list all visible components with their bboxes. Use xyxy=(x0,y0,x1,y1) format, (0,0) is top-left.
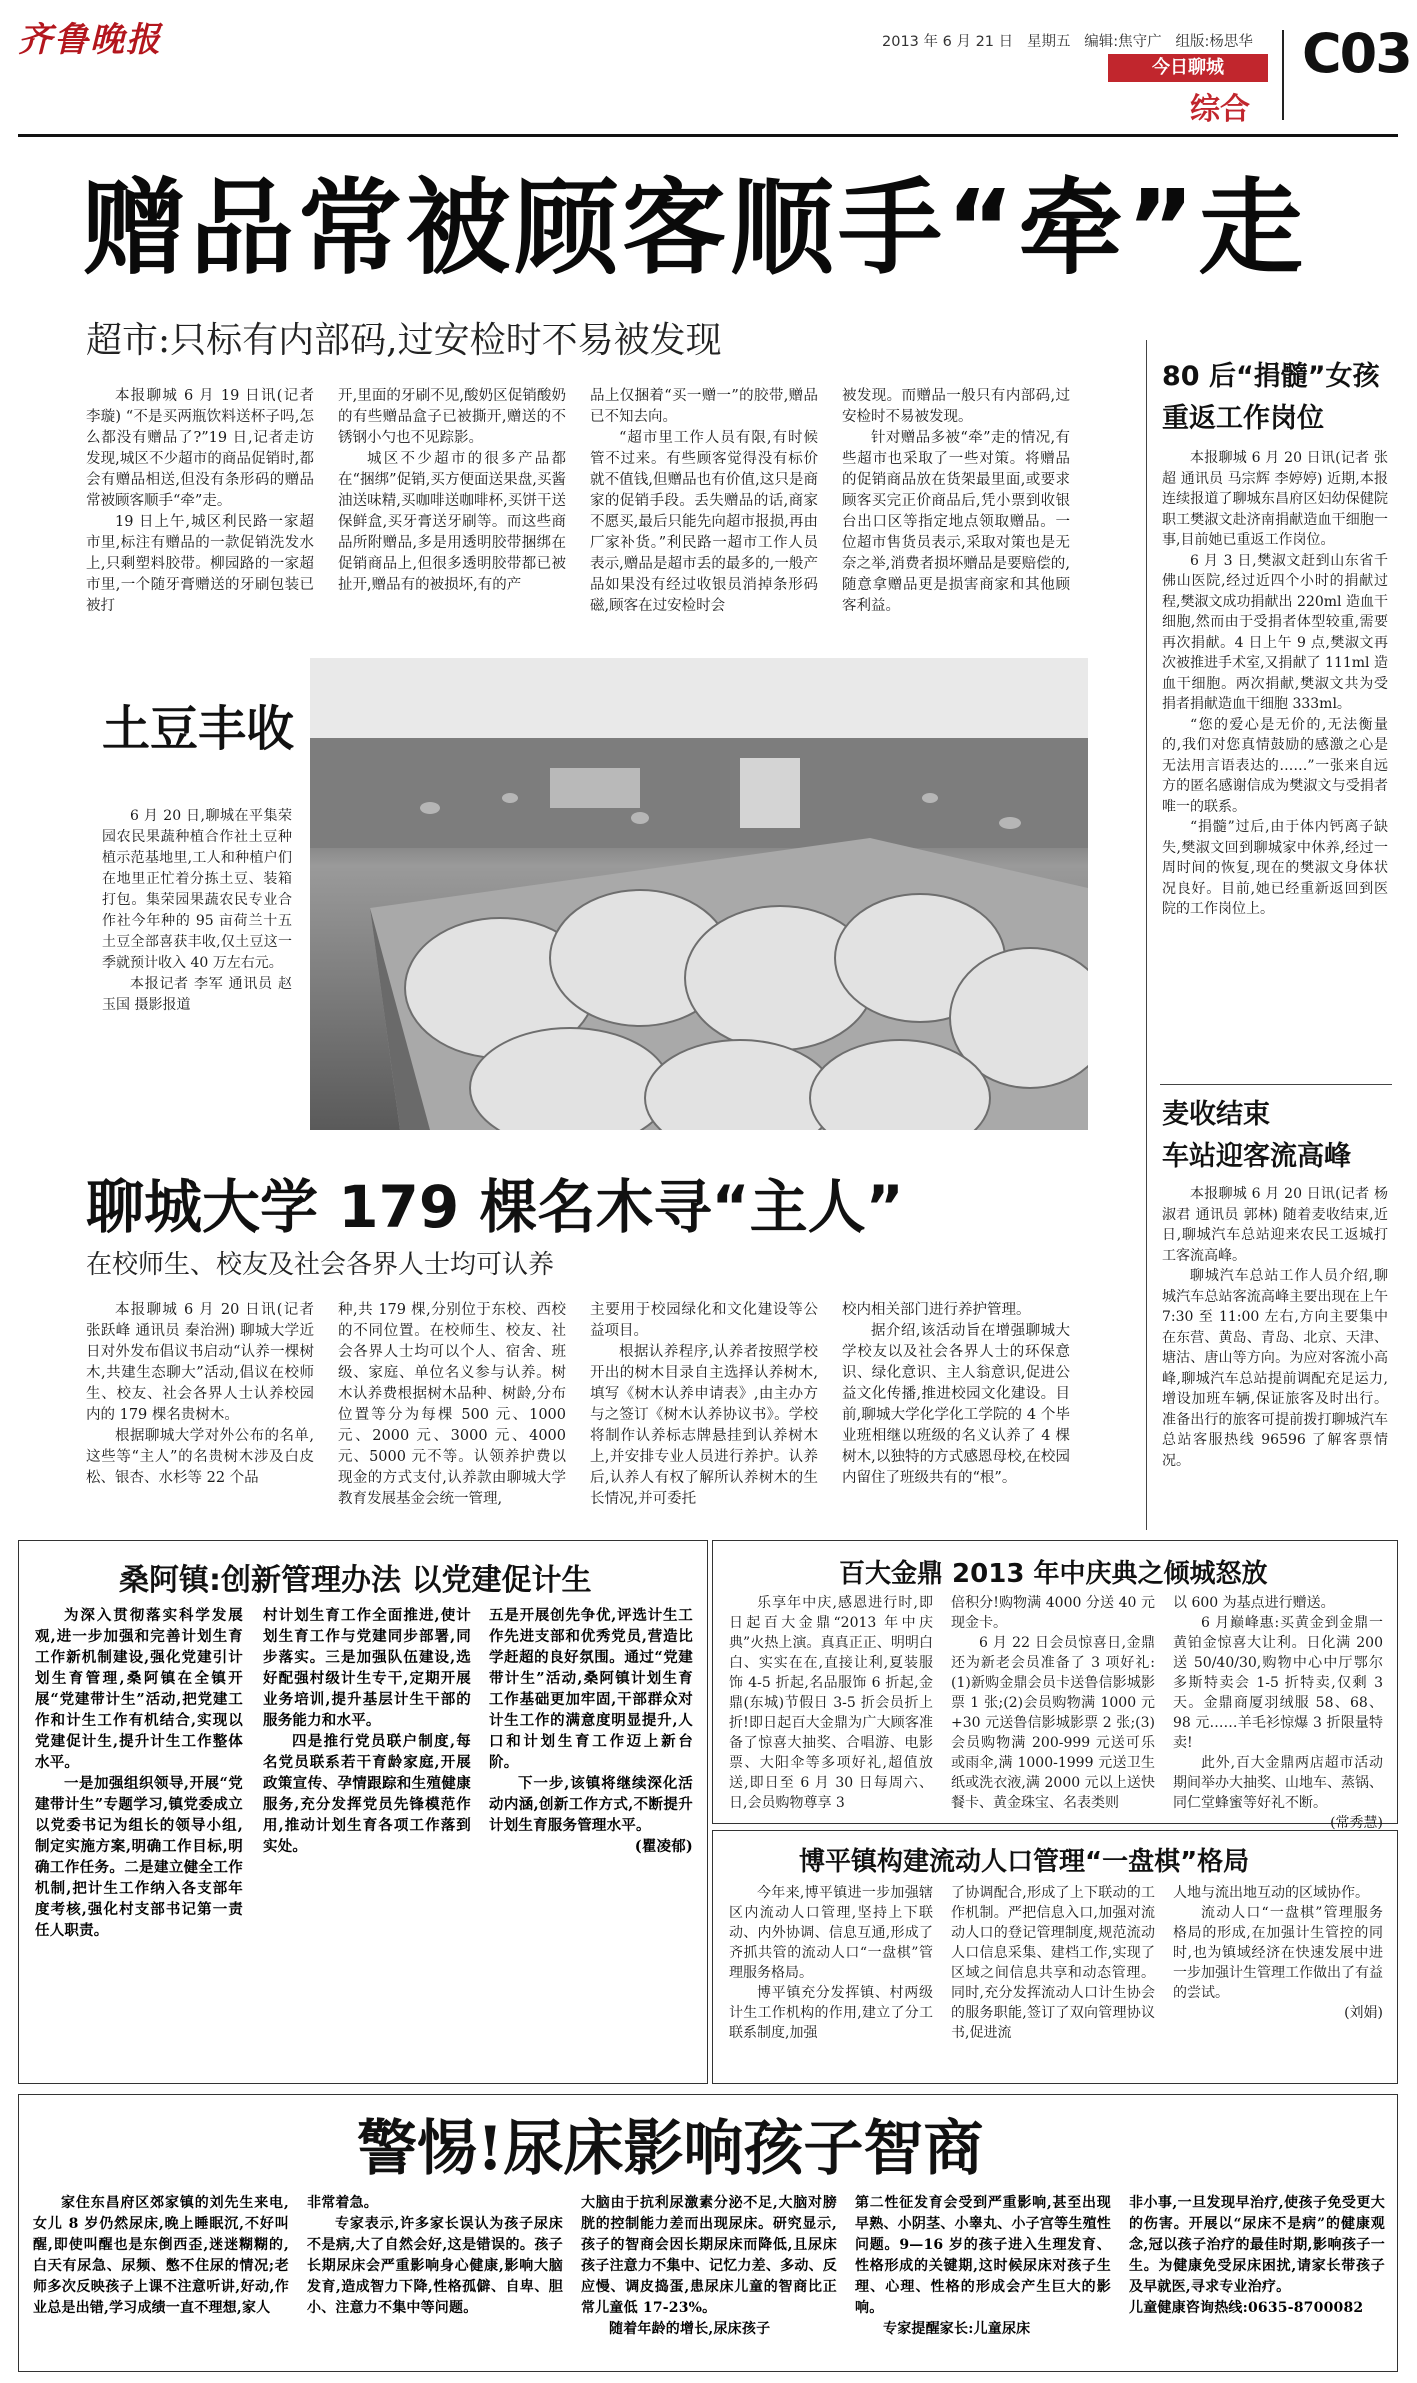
designer-name: 杨思华 xyxy=(1209,34,1253,50)
second-column-4 xyxy=(842,1300,1070,1489)
lead-column-3 xyxy=(590,386,818,617)
bottom-para: 大脑由于抗利尿激素分泌不足,大脑对膀胱的控制能力差而出现尿床。研究显示,孩子的智商会因长期尿床而降低,且尿床孩子注意力不集中、记忆力差、多动、反应慢、调皮捣蛋,患尿床儿童的智商比正常儿童低 17-23%。 xyxy=(581,2195,837,2316)
right-box2-para: 了协调配合,形成了上下联动的工作机制。严把信息入口,加强对流动人口的登记管理制度,规范流动人口信息采集、建档工作,实现了区域之间信息共享和动态管理。同时,充分发挥流动人口计生协会的服务职能,签订了双向管理协议书,促进流 xyxy=(951,1885,1155,2041)
photo-caption xyxy=(102,806,292,1016)
side2-title-line1: 麦收结束 xyxy=(1162,1099,1270,1130)
potato-photo xyxy=(310,658,1088,1130)
second-subheadline: 在校师生、校友及社会各界人士均可认养 xyxy=(86,1250,555,1280)
right-box2-title: 博平镇构建流动人口管理“一盘棋”格局 xyxy=(799,1847,1250,1877)
lead-subheadline: 超市:只标有内部码,过安检时不易被发现 xyxy=(86,320,722,361)
editor-name: 焦守广 xyxy=(1118,34,1162,50)
second-para: 本报聊城 6 月 20 日讯(记者 张跃峰 通讯员 秦治洲) 聊城大学近日对外发布倡议书启动“认养一棵树木,共建生态聊大”活动,倡议在校师生、校友、社会各界人士认养校园内的 179 棵名贵树木。 xyxy=(86,1302,314,1423)
left-box-author: (瞿凌郁) xyxy=(634,1838,693,1855)
left-box-title: 桑阿镇:创新管理办法 以党建促计生 xyxy=(119,1563,592,1598)
second-para: 根据认养程序,认养者按照学校开出的树木目录自主选择认养树木,填写《树木认养申请表》,由主办方与之签订《树木认养协议书》。学校将制作认养标志牌悬挂到认养树木上,并安排专业人员进行养护。认养后,认养人有权了解所认养树木的生长情况,并可委托 xyxy=(590,1344,818,1507)
weekday: 星期五 xyxy=(1026,34,1071,50)
right-box2-column-1 xyxy=(729,1883,933,2043)
right-box2-para: 博平镇充分发挥镇、村两级计生工作机构的作用,建立了分工联系制度,加强 xyxy=(729,1985,933,2041)
bottom-ad-title: 警惕!尿床影响孩子智商 xyxy=(357,2114,984,2184)
lead-para: 本报聊城 6 月 19 日讯(记者 李璇) “不是买两瓶饮料送杯子吗,怎么都没有赠品了?”19 日,记者走访发现,城区不少超市的商品促销时,都会有赠品相送,但没有条形码的赠品常被顾客顺手“牵”走。 xyxy=(86,388,314,509)
left-box-para: 下一步,该镇将继续深化活动内涵,创新工作方式,不断提升计划生育服务管理水平。 xyxy=(489,1775,693,1834)
side2-body xyxy=(1162,1184,1388,1471)
right-box1-para: 倍积分!购物满 4000 分送 40 元现金卡。 xyxy=(951,1595,1155,1631)
right-box2-para: 人地与流出地互动的区域协作。 xyxy=(1173,1885,1369,1901)
second-para: 校内相关部门进行养护管理。 xyxy=(842,1302,1031,1318)
masthead-rule xyxy=(18,134,1398,137)
lead-para: 品上仅捆着“买一赠一”的胶带,赠品已不知去向。 xyxy=(590,388,818,425)
bottom-para: 专家提醒家长:儿童尿床 xyxy=(883,2321,1031,2337)
lead-para: 城区不少超市的很多产品都在“捆绑”促销,买方便面送果盘,买酱油送味精,买咖啡送咖啡杯,买饼干送保鲜盒,买牙膏送牙刷等。而这些商品所附赠品,多是用透明胶带捆绑在促销商品上,但很多透明胶带都已被扯开,赠品有的被损坏,有的产 xyxy=(338,451,566,593)
photo-title: 土豆丰收 xyxy=(96,690,300,759)
second-para: 根据聊城大学对外公布的名单,这些等“主人”的名贵树木涉及白皮松、银杏、水杉等 22 个品 xyxy=(86,1428,314,1486)
left-box-para: 为深入贯彻落实科学发展观,进一步加强和完善计划生育工作新机制建设,强化党建引计划生育管理,桑阿镇在全镇开展“党建带计生”活动,把党建工作和计生工作有机结合,实现以党建促计生,提升计生工作整体水平。 xyxy=(35,1607,243,1771)
second-headline: 聊城大学 179 棵名木寻“主人” xyxy=(86,1173,904,1241)
side2-para: 聊城汽车总站工作人员介绍,聊城汽车总站客流高峰主要出现在上午 7:30 至 11:00 左右,方向主要集中在东营、黄岛、青岛、北京、天津、塘沽、唐山等方向。为应对客流小高峰,聊城汽车总站提前调配充足运力,增设加班车辆,保证旅客及时出行。准备出行的旅客可提前拨打聊城汽车总站客服热线 96596 了解客票情况。 xyxy=(1162,1268,1388,1469)
right-box2-column-3 xyxy=(1173,1883,1383,2023)
masthead-divider xyxy=(1282,30,1284,120)
bottom-column-5 xyxy=(1129,2193,1385,2319)
lead-para: 19 日上午,城区利民路一家超市里,标注有赠品的一款促销洗发水上,只剩塑料胶带。柳园路的一家超市里,一个随牙膏赠送的牙刷包装已被打 xyxy=(86,514,314,614)
side1-body xyxy=(1162,448,1388,920)
lead-headline: 赠品常被顾客顺手“牵”走 xyxy=(82,167,1307,289)
left-box-column-1 xyxy=(35,1605,243,1941)
right-box1-para: 6 月 22 日会员惊喜日,金鼎还为新老会员准备了 3 项好礼:(1)新购金鼎会员卡送鲁信影城影票 1 张;(2)会员购物满 1000 元+30 元送鲁信影城影票 2 张;(3)会员购物满 200-999 元送可乐或雨伞,满 1000-1999 元送卫生纸或洗衣液,满 2000 元以上送快餐卡、黄金珠宝、名表类则 xyxy=(951,1635,1155,1811)
designer-label: 组版 xyxy=(1175,34,1205,50)
bottom-column-3 xyxy=(581,2193,837,2340)
editor-label: 编辑 xyxy=(1084,34,1114,50)
bottom-para: 随着年龄的增长,尿床孩子 xyxy=(609,2321,771,2337)
right-box1-column-2 xyxy=(951,1593,1155,1813)
right-box1-para: 此外,百大金鼎两店超市活动期间举办大抽奖、山地车、蒸锅、同仁堂蜂蜜等好礼不断。 xyxy=(1173,1755,1383,1811)
lead-para: 被发现。而赠品一般只有内部码,过安检时不易被发现。 xyxy=(842,388,1070,425)
right-ad-box-bottom xyxy=(712,1830,1398,2084)
bottom-column-1 xyxy=(33,2193,289,2319)
left-box-para: 村计划生育工作全面推进,使计划生育工作与党建同步部署,同步落实。三是加强队伍建设,选好配强村级计生专干,定期开展业务培训,提升基层计生干部的服务能力和水平。 xyxy=(263,1607,471,1729)
potato-photo-art xyxy=(310,658,1088,1130)
bottom-para: 家住东昌府区郊家镇的刘先生来电,女儿 8 岁仍然尿床,晚上睡眠沉,不好叫醒,即使叫醒也是东倒西歪,迷迷糊糊的,白天有尿急、尿频、憋不住尿的情况;老师多次反映孩子上课不注意听讲,好动,作业总是出错,学习成绩一直不理想,家人 xyxy=(33,2195,289,2316)
bottom-column-4 xyxy=(855,2193,1111,2340)
right-ad-box-top xyxy=(712,1540,1398,1831)
second-para: 种,共 179 棵,分别位于东校、西校的不同位置。在校师生、校友、社会各界人士均可以个人、宿舍、班级、家庭、单位名义参与认养。树木认养费根据树木品种、树龄,分布位置等分为每棵 500 元、1000 元、2000 元、3000 元、4000 元、5000 元不等。认领养护费以现金的方式支付,认养款由聊城大学教育发展基金会统一管理, xyxy=(338,1302,566,1507)
second-column-2 xyxy=(338,1300,566,1510)
section-tag: 今日聊城 xyxy=(1108,54,1268,82)
sidebar-rule xyxy=(1160,1084,1392,1085)
second-column-1 xyxy=(86,1300,314,1489)
bottom-ad-box xyxy=(18,2094,1398,2372)
left-box-column-2 xyxy=(263,1605,471,1857)
lead-column-1 xyxy=(86,386,314,617)
page-number: C03 xyxy=(1302,22,1411,85)
bottom-para: 第二性征发育会受到严重影响,甚至出现早熟、小阴茎、小睾丸、小子宫等生殖性问题。9—16 岁的孩子进入生理发育、性格形成的关键期,这时候尿床对孩子生理、心理、性格的形成会产生巨大的影响。 xyxy=(855,2195,1111,2316)
side1-para: “您的爱心是无价的,无法衡量的,我们对您真情鼓励的感激之心是无法用言语表达的……”一张来自远方的匿名感谢信成为樊淑文与受捐者唯一的联系。 xyxy=(1162,716,1388,815)
left-box-para: 五是开展创先争优,评选计生工作先进支部和优秀党员,营造比学赶超的良好氛围。通过“党建带计生”活动,桑阿镇计划生育工作基础更加牢固,干部群众对计生工作的满意度明显提升,人口和计划生育工作迈上新台阶。 xyxy=(489,1607,693,1771)
left-box-column-3 xyxy=(489,1605,693,1857)
right-box1-para: 乐享年中庆,感恩进行时,即日起百大金鼎“2013 年中庆典”火热上演。真真正正、明明白白、实实在在,直接让利,夏装服饰 4-5 折起,名品服饰 6 折起,金鼎(东城)节假日 3-5 折会员折上折!即日起百大金鼎为广大顾客准备了惊喜大抽奖、合唱游、电影票、大阳伞等多项好礼,超值放送,即日至 6 月 30 日每周六、日,会员购物尊享 3 xyxy=(729,1595,933,1811)
lead-para: “超市里工作人员有限,有时候管不过来。有些顾客觉得没有标价就不值钱,但赠品也有价值,这只是商家的促销手段。丢失赠品的话,商家不愿买,最后只能先向超市报损,再由厂家补货。”利民路一超市工作人员表示,赠品是超市丢的最多的,一般产品如果没有经过收银员消掉条形码磁,顾客在过安检时会 xyxy=(590,430,818,614)
lead-column-2 xyxy=(338,386,566,596)
bottom-hotline: 儿童健康咨询热线:0635-8700082 xyxy=(1129,2300,1364,2316)
second-para: 据介绍,该活动旨在增强聊城大学校友以及社会各界人士的环保意识、绿化意识、主人翁意识,促进公益文化传播,推进校园文化建设。目前,聊城大学化学化工学院的 4 个毕业班相继以班级的名义认养了 4 棵树木,以独特的方式感恩母校,在校园内留住了班级共有的“根”。 xyxy=(842,1323,1070,1486)
bottom-para: 非小事,一旦发现早治疗,使孩子免受更大的伤害。开展以“尿床不是病”的健康观念,冠以孩子治疗的最佳时期,影响孩子一生。为健康免受尿床困扰,请家长带孩子及早就医,寻求专业治疗。 xyxy=(1129,2195,1385,2295)
left-box-para: 一是加强组织领导,开展“党建带计生”专题学习,镇党委成立以党委书记为组长的领导小组,制定实施方案,明确工作目标,明确工作任务。二是建立健全工作机制,把计生工作纳入各支部年度考核,强化村支部书记第一责任人职责。 xyxy=(35,1775,243,1939)
bottom-column-2 xyxy=(307,2193,563,2319)
bottom-para: 非常着急。 xyxy=(307,2195,378,2211)
side1-title-line2: 重返工作岗位 xyxy=(1162,403,1324,434)
right-box1-column-3 xyxy=(1173,1593,1383,1833)
issue-date: 2013 年 6 月 21 日 xyxy=(882,34,1014,50)
second-para: 主要用于校园绿化和文化建设等公益项目。 xyxy=(590,1302,818,1339)
side1-para: “捐髓”过后,由于体内钙离子缺失,樊淑文回到聊城家中休养,经过一周时间的恢复,现在的樊淑文身体状况良好。目前,她已经重新返回到医院的工作岗位上。 xyxy=(1162,819,1388,917)
side1-title-line1: 80 后“捐髓”女孩 xyxy=(1162,361,1380,392)
left-ad-box xyxy=(18,1540,708,2084)
right-box1-title: 百大金鼎 2013 年中庆典之倾城怒放 xyxy=(839,1559,1268,1589)
side1-para: 6 月 3 日,樊淑文赶到山东省千佛山医院,经过近四个小时的捐献过程,樊淑文成功捐献出 220ml 造血干细胞,然而由于受捐者体型较重,需要再次捐献。4 日上午 9 点,樊淑文再次被推进手术室,又捐献了 111ml 造血干细胞。两次捐献,樊淑文共为受捐者捐献造血干细胞 333ml。 xyxy=(1162,552,1388,712)
caption-text: 6 月 20 日,聊城在平集荣园农民果蔬种植合作社土豆种植示范基地里,工人和种植户们在地里正忙着分拣土豆、装箱打包。集荣园果蔬农民专业合作社今年种的 95 亩荷兰十五土豆全部喜获丰收,仅土豆这一季就预计收入 40 万左右元。 xyxy=(102,808,292,971)
right-box2-para: 今年来,博平镇进一步加强辖区内流动人口管理,坚持上下联动、内外协调、信息互通,形成了齐抓共管的流动人口“一盘棋”管理服务格局。 xyxy=(729,1885,933,1981)
right-box1-author: (常秀慧) xyxy=(1330,1815,1383,1831)
masthead-logo: 齐鲁晚报 xyxy=(18,20,162,60)
lead-para: 针对赠品多被“牵”走的情况,有些超市也采取了一些对策。将赠品的促销商品放在货架最里面,或要求顾客买完正价商品后,凭小票到收银台出口区等指定地点领取赠品。一位超市售货员表示,采取对策也是无奈之举,消费者损坏赠品是要赔偿的,随意拿赠品更是损害商家和其他顾客利益。 xyxy=(842,430,1070,614)
left-box-para: 四是推行党员联户制度,每名党员联系若干育龄家庭,开展政策宣传、孕情跟踪和生殖健康服务,充分发挥党员先锋模范作用,推动计划生育各项工作落到实处。 xyxy=(263,1733,471,1855)
side2-para: 本报聊城 6 月 20 日讯(记者 杨淑君 通讯员 郭林) 随着麦收结束,近日,聊城汽车总站迎来农民工返城打工客流高峰。 xyxy=(1162,1186,1388,1264)
subsection-label: 综合 xyxy=(1190,92,1250,127)
right-box2-author: (刘娟) xyxy=(1344,2005,1383,2021)
right-box2-para: 流动人口“一盘棋”管理服务格局的形成,在加强计生管控的同时,也为镇域经济在快速发展中进一步加强计生管理工作做出了有益的尝试。 xyxy=(1173,1905,1383,2001)
side1-para: 本报聊城 6 月 20 日讯(记者 张超 通讯员 马宗辉 李婷婷) 近期,本报连续报道了聊城东昌府区妇幼保健院职工樊淑文赴济南捐献造血干细胞一事,目前她已重返工作岗位。 xyxy=(1162,450,1388,548)
sidebar-divider xyxy=(1146,340,1147,1530)
masthead-info: 2013 年 6 月 21 日 星期五 编辑:焦守广 组版:杨思华 xyxy=(882,34,1253,50)
caption-credit: 本报记者 李军 通讯员 赵玉国 摄影报道 xyxy=(102,976,292,1013)
right-box1-para: 6 月巅峰惠:买黄金到金鼎一黄铂金惊喜大让利。日化满 200 送 50/40/30,购物中心中厅鄂尔多斯特卖会 1-5 折特卖,仅剩 3 天。金鼎商厦羽绒服 58、68、98 元……羊毛衫惊爆 3 折限量特卖! xyxy=(1173,1615,1383,1751)
right-box2-column-2 xyxy=(951,1883,1155,2043)
right-box1-column-1 xyxy=(729,1593,933,1813)
lead-column-4 xyxy=(842,386,1070,617)
second-column-3 xyxy=(590,1300,818,1510)
side2-title-line2: 车站迎客流高峰 xyxy=(1162,1141,1351,1172)
bottom-para: 专家表示,许多家长误认为孩子尿床不是病,大了自然会好,这是错误的。孩子长期尿床会严重影响身心健康,影响大脑发育,造成智力下降,性格孤僻、自卑、胆小、注意力不集中等问题。 xyxy=(307,2216,563,2316)
lead-para: 开,里面的牙刷不见,酸奶区促销酸奶的有些赠品盒子已被撕开,赠送的不锈钢小勺也不见踪影。 xyxy=(338,388,566,446)
right-box1-para: 以 600 为基点进行赠送。 xyxy=(1173,1595,1335,1611)
